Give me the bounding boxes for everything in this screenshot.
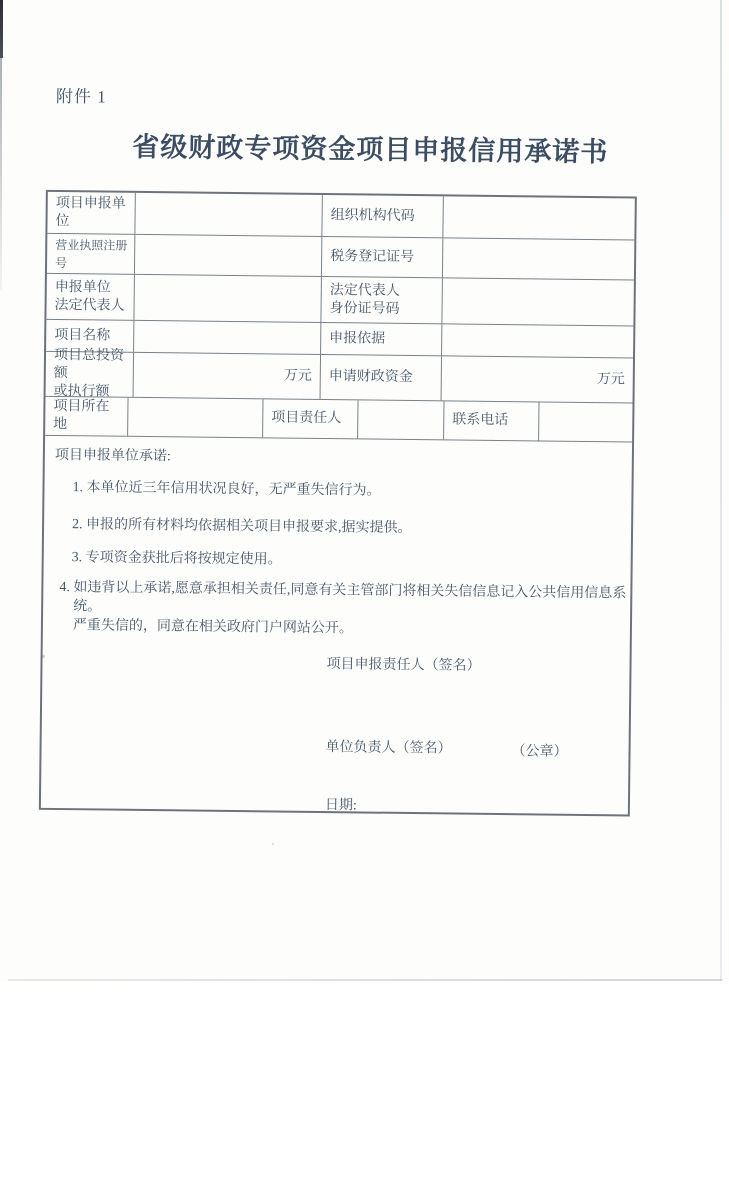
manager-value-cell: [358, 400, 444, 439]
basis-label: 申报依据: [321, 323, 442, 355]
declarant-signature-label: 项目申报责任人（签名）: [326, 657, 481, 674]
phone-value-cell: [539, 402, 632, 441]
row-license-tax: [47, 234, 634, 281]
commitment-heading: 项目申报单位承诺:: [54, 447, 171, 465]
manager-label: 项目责任人: [263, 399, 358, 438]
row-location-contact: [45, 397, 632, 443]
commitment-item-4-line2: 严重失信的，同意在相关政府门户网站公开。: [72, 618, 354, 637]
fund-unit: 万元: [596, 372, 625, 388]
row-investment: [46, 347, 633, 404]
investment-unit: 万元: [283, 368, 312, 384]
application-form-table: [39, 190, 637, 817]
basis-value-cell: [442, 324, 633, 357]
fund-label: 申请财政资金: [321, 355, 442, 400]
project-name-label: 项目名称: [46, 320, 134, 352]
investment-label: [46, 347, 134, 400]
commitment-section: [41, 436, 632, 815]
tax-no-value-cell: [443, 238, 634, 279]
rep-id-label: [321, 277, 443, 323]
commitment-item-4: [59, 578, 629, 641]
row-project-unit: [47, 192, 634, 241]
commitment-item-2: 2. 申报的所有材料均依据相关项目申报要求,据实提供。: [72, 517, 412, 537]
location-label: 项目所在地: [45, 397, 128, 436]
unit-rep-label-text: 申报单位 法定代表人: [54, 279, 125, 314]
investment-label-text: 项目总投资额 或执行额: [53, 347, 125, 400]
tax-no-label: 税务登记证号: [322, 237, 443, 277]
unit-rep-value-cell: [134, 275, 321, 322]
project-name-value-cell: [134, 321, 321, 354]
commitment-item-1: 1. 本单位近三年信用状况良好，无严重失信行为。: [72, 480, 381, 499]
official-seal-label: （公章）: [511, 744, 568, 760]
license-no-value-cell: [135, 235, 322, 276]
license-no-label: 营业执照注册号: [47, 234, 135, 274]
row-legal-representative: [46, 274, 633, 327]
unit-rep-label: [46, 274, 135, 320]
project-unit-label: 项目申报单位: [47, 192, 135, 234]
commitment-item-4-line1: 4. 如违背以上承诺,愿意承担相关责任,同意有关主管部门将相关失信信息记入公共信用信息系统。: [59, 580, 627, 615]
project-unit-value-cell: [135, 193, 322, 236]
investment-value-cell: [134, 353, 321, 399]
phone-label: 联系电话: [444, 401, 539, 440]
location-value-cell: [128, 398, 263, 438]
org-code-value-cell: [443, 196, 634, 239]
rep-id-value-cell: [442, 278, 633, 325]
commitment-item-3: 3. 专项资金获批后将按规定使用。: [71, 550, 282, 568]
rep-id-label-text: 法定代表人 身份证号码: [329, 282, 400, 317]
date-label: 日期:: [324, 798, 357, 814]
unit-head-signature-label: 单位负责人（签名）: [325, 740, 452, 757]
document-title: 省级财政专项资金项目申报信用承诺书: [132, 131, 609, 168]
org-code-label: 组织机构代码: [322, 195, 443, 237]
attachment-label: 附件 1: [55, 86, 107, 107]
fund-value-cell: [442, 356, 633, 402]
